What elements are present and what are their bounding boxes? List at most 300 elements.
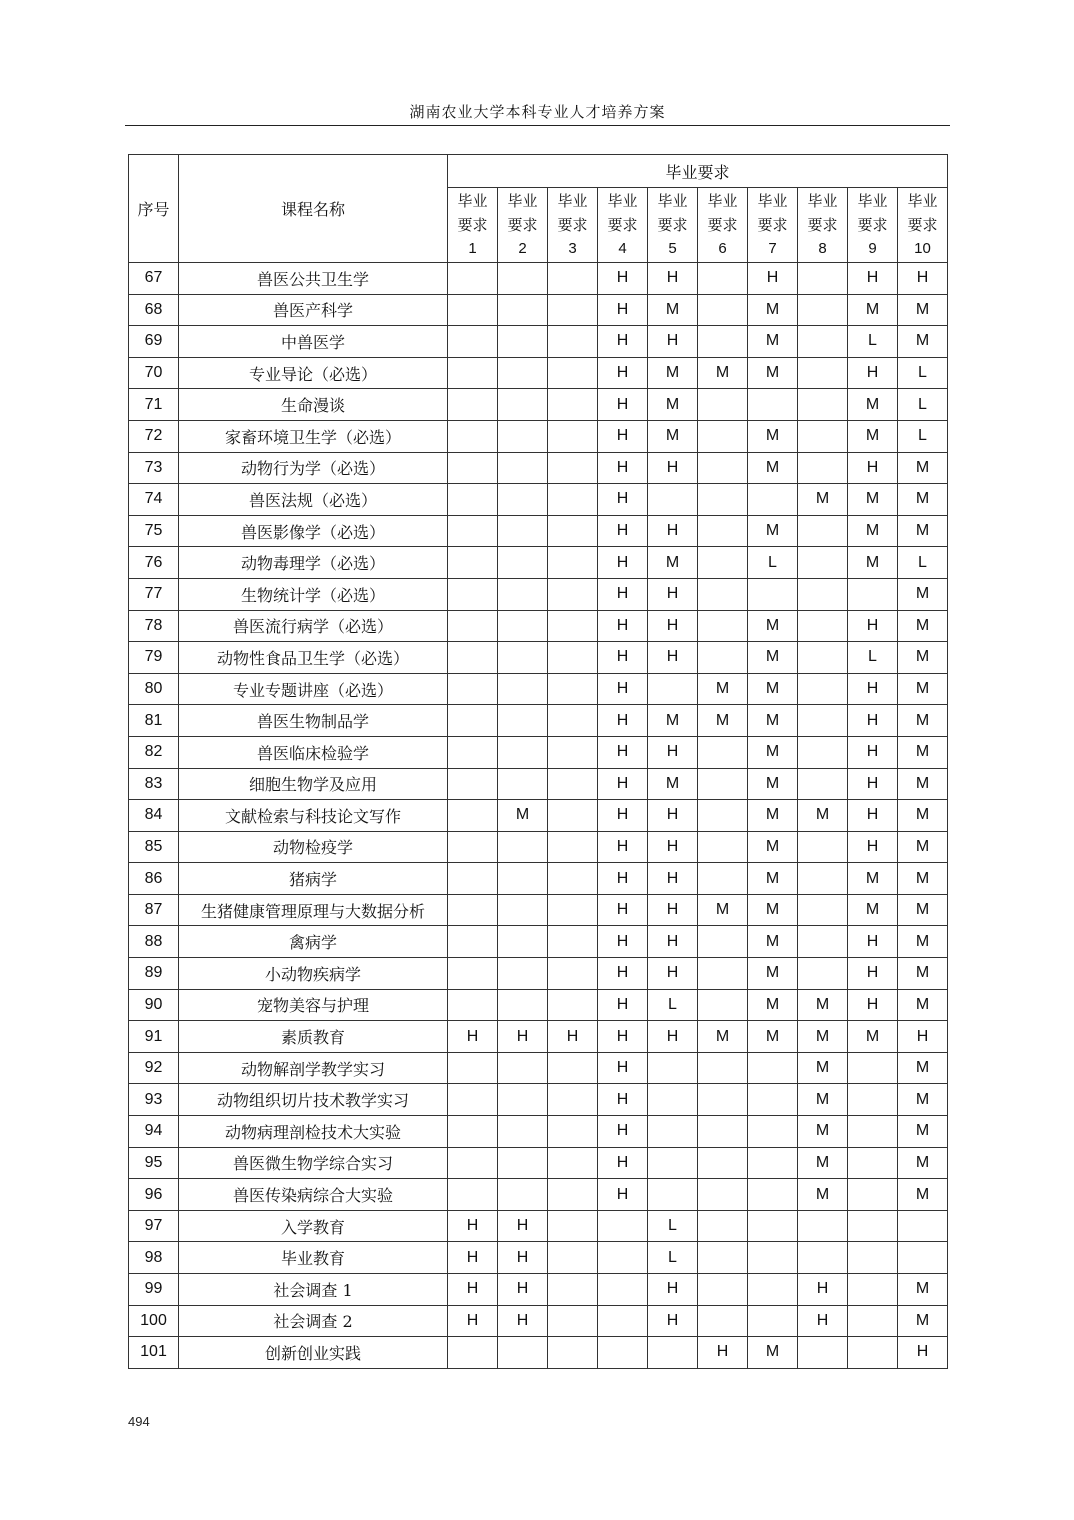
requirement-level-4: H [598, 673, 648, 705]
requirement-level-6 [698, 926, 748, 958]
requirement-level-2: H [498, 1305, 548, 1337]
requirement-level-9: M [848, 894, 898, 926]
table-row [129, 515, 948, 547]
requirement-level-7 [748, 1210, 798, 1242]
header-graduation-requirements: 毕业要求 [448, 155, 948, 188]
header-requirement-num: 4 [618, 240, 627, 257]
requirement-level-4 [598, 1242, 648, 1274]
requirement-level-9 [848, 1337, 898, 1369]
header-requirement-line2: 要求 [807, 216, 838, 234]
requirement-level-2 [498, 547, 548, 579]
table-row [129, 1052, 948, 1084]
requirement-level-4 [598, 1274, 648, 1306]
requirement-level-10: L [898, 420, 948, 452]
requirement-level-7: M [748, 515, 798, 547]
row-seq: 75 [129, 515, 179, 547]
requirement-level-8 [798, 768, 848, 800]
row-seq: 68 [129, 294, 179, 326]
requirement-level-2 [498, 1084, 548, 1116]
requirement-level-9: H [848, 831, 898, 863]
table-row [129, 610, 948, 642]
table-row [129, 420, 948, 452]
requirement-level-10 [898, 1242, 948, 1274]
requirement-level-6 [698, 610, 748, 642]
requirement-level-7: M [748, 610, 798, 642]
course-name: 中兽医学 [179, 326, 448, 358]
header-requirement-5 [648, 188, 698, 263]
requirement-level-6 [698, 547, 748, 579]
requirement-level-7 [748, 1084, 798, 1116]
row-seq: 101 [129, 1337, 179, 1369]
requirement-level-10: M [898, 484, 948, 516]
requirement-level-9: H [848, 989, 898, 1021]
requirement-level-4: H [598, 1116, 648, 1148]
row-seq: 100 [129, 1305, 179, 1337]
header-requirement-line1: 毕业 [657, 192, 688, 210]
row-seq: 84 [129, 800, 179, 832]
header-requirement-8 [798, 188, 848, 263]
requirement-level-3 [548, 1210, 598, 1242]
requirement-level-9 [848, 1305, 898, 1337]
requirement-level-9 [848, 1242, 898, 1274]
requirement-level-9 [848, 1179, 898, 1211]
requirement-level-1: H [448, 1274, 498, 1306]
requirement-level-4: H [598, 326, 648, 358]
requirement-level-2 [498, 484, 548, 516]
requirement-level-8: M [798, 1084, 848, 1116]
requirement-level-5 [648, 673, 698, 705]
requirement-level-2 [498, 610, 548, 642]
requirement-level-6 [698, 1242, 748, 1274]
row-seq: 69 [129, 326, 179, 358]
requirement-level-3 [548, 610, 598, 642]
requirement-level-9 [848, 1116, 898, 1148]
course-name: 家畜环境卫生学（必选） [179, 420, 448, 452]
requirement-level-5: M [648, 389, 698, 421]
requirement-level-7: M [748, 642, 798, 674]
requirement-level-8: M [798, 1147, 848, 1179]
page-number: 494 [128, 1414, 150, 1429]
row-seq: 70 [129, 357, 179, 389]
course-name: 生物统计学（必选） [179, 578, 448, 610]
requirement-level-2 [498, 515, 548, 547]
requirement-level-4 [598, 1305, 648, 1337]
requirement-level-8 [798, 958, 848, 990]
requirement-level-6: M [698, 894, 748, 926]
requirement-level-1 [448, 926, 498, 958]
requirement-level-8 [798, 515, 848, 547]
requirement-level-8: M [798, 1021, 848, 1053]
requirement-level-7: M [748, 1337, 798, 1369]
table-row [129, 389, 948, 421]
requirement-level-8 [798, 863, 848, 895]
header-requirement-line1: 毕业 [707, 192, 738, 210]
requirement-level-9: M [848, 294, 898, 326]
course-name: 兽医产科学 [179, 294, 448, 326]
requirement-level-6: M [698, 673, 748, 705]
requirement-level-7: M [748, 768, 798, 800]
table-row [129, 736, 948, 768]
requirement-level-6 [698, 1084, 748, 1116]
requirement-level-6 [698, 863, 748, 895]
requirement-level-5: L [648, 1210, 698, 1242]
requirement-level-5: M [648, 294, 698, 326]
requirement-level-8 [798, 831, 848, 863]
requirement-level-1 [448, 1116, 498, 1148]
requirement-level-7 [748, 389, 798, 421]
table-row [129, 1084, 948, 1116]
requirement-level-7: M [748, 357, 798, 389]
requirement-level-2 [498, 958, 548, 990]
table-row [129, 1116, 948, 1148]
requirement-level-1 [448, 1052, 498, 1084]
requirement-level-8: M [798, 484, 848, 516]
requirement-level-7: M [748, 989, 798, 1021]
requirement-level-10: L [898, 389, 948, 421]
requirement-level-5: H [648, 1021, 698, 1053]
row-seq: 78 [129, 610, 179, 642]
requirement-level-2 [498, 263, 548, 295]
requirement-level-1 [448, 1147, 498, 1179]
table-row [129, 958, 948, 990]
requirement-level-5: M [648, 420, 698, 452]
requirement-level-3 [548, 831, 598, 863]
course-name: 素质教育 [179, 1021, 448, 1053]
table-row [129, 1337, 948, 1369]
row-seq: 88 [129, 926, 179, 958]
requirement-level-3 [548, 768, 598, 800]
requirement-level-9: H [848, 736, 898, 768]
header-requirement-num: 7 [768, 240, 777, 257]
requirement-level-2 [498, 705, 548, 737]
header-requirement-line2: 要求 [657, 216, 688, 234]
table-row [129, 1305, 948, 1337]
requirement-level-1 [448, 642, 498, 674]
requirement-level-3 [548, 1084, 598, 1116]
requirement-level-9 [848, 578, 898, 610]
requirement-level-3 [548, 1052, 598, 1084]
requirement-level-7: M [748, 926, 798, 958]
requirement-level-4: H [598, 294, 648, 326]
requirement-level-7 [748, 1305, 798, 1337]
row-seq: 89 [129, 958, 179, 990]
requirement-level-8: M [798, 1179, 848, 1211]
row-seq: 77 [129, 578, 179, 610]
table-row [129, 642, 948, 674]
header-requirement-line2: 要求 [757, 216, 788, 234]
requirement-level-5 [648, 1116, 698, 1148]
course-name: 创新创业实践 [179, 1337, 448, 1369]
requirement-level-2 [498, 894, 548, 926]
requirement-level-9: H [848, 800, 898, 832]
header-requirement-line1: 毕业 [607, 192, 638, 210]
requirement-level-1 [448, 1084, 498, 1116]
requirement-level-3 [548, 357, 598, 389]
course-name: 兽医传染病综合大实验 [179, 1179, 448, 1211]
requirement-level-5: H [648, 326, 698, 358]
table-row [129, 484, 948, 516]
requirement-level-10: M [898, 736, 948, 768]
requirement-level-5 [648, 1084, 698, 1116]
requirement-level-3 [548, 294, 598, 326]
requirement-level-6 [698, 263, 748, 295]
requirement-level-8 [798, 294, 848, 326]
requirement-level-8: H [798, 1305, 848, 1337]
requirement-level-8 [798, 1242, 848, 1274]
requirement-level-6 [698, 1116, 748, 1148]
requirement-level-1 [448, 800, 498, 832]
requirement-level-3 [548, 547, 598, 579]
requirement-level-10: M [898, 326, 948, 358]
requirement-level-3 [548, 452, 598, 484]
course-name: 兽医微生物学综合实习 [179, 1147, 448, 1179]
requirement-level-1 [448, 420, 498, 452]
header-requirement-line2: 要求 [607, 216, 638, 234]
table-row [129, 357, 948, 389]
requirement-level-7 [748, 1179, 798, 1211]
requirement-level-4: H [598, 736, 648, 768]
header-requirement-line2: 要求 [857, 216, 888, 234]
requirement-level-7: M [748, 736, 798, 768]
requirement-level-3 [548, 578, 598, 610]
header-requirement-line1: 毕业 [757, 192, 788, 210]
requirement-level-7: M [748, 705, 798, 737]
requirement-level-2: H [498, 1274, 548, 1306]
header-requirement-line2: 要求 [907, 216, 938, 234]
requirement-level-4 [598, 1337, 648, 1369]
requirement-level-5: H [648, 515, 698, 547]
requirement-level-10: H [898, 1021, 948, 1053]
requirement-level-8 [798, 736, 848, 768]
requirement-level-6 [698, 452, 748, 484]
requirement-level-9: L [848, 642, 898, 674]
header-requirement-1 [448, 188, 498, 263]
requirement-level-7 [748, 484, 798, 516]
requirement-level-1 [448, 736, 498, 768]
course-name: 文献检索与科技论文写作 [179, 800, 448, 832]
requirement-level-6 [698, 578, 748, 610]
requirement-level-1 [448, 547, 498, 579]
table-row [129, 894, 948, 926]
requirement-level-1 [448, 673, 498, 705]
requirement-level-5: H [648, 926, 698, 958]
requirement-level-5 [648, 1337, 698, 1369]
requirement-level-8 [798, 1337, 848, 1369]
requirement-level-2 [498, 768, 548, 800]
requirement-level-10: M [898, 294, 948, 326]
requirement-level-1: H [448, 1021, 498, 1053]
requirement-level-8: H [798, 1274, 848, 1306]
course-name: 小动物疾病学 [179, 958, 448, 990]
requirement-level-7: M [748, 894, 798, 926]
requirement-level-2: M [498, 800, 548, 832]
requirement-level-7 [748, 578, 798, 610]
requirement-level-10: M [898, 452, 948, 484]
requirement-level-2 [498, 673, 548, 705]
requirement-level-8 [798, 420, 848, 452]
graduation-requirements-table [128, 154, 948, 1369]
requirement-level-9: H [848, 768, 898, 800]
requirement-level-8 [798, 705, 848, 737]
requirement-level-4: H [598, 452, 648, 484]
header-requirement-line2: 要求 [557, 216, 588, 234]
requirement-level-4: H [598, 926, 648, 958]
requirement-level-10: M [898, 1147, 948, 1179]
requirement-level-9 [848, 1274, 898, 1306]
requirement-level-4: H [598, 1084, 648, 1116]
requirement-level-2 [498, 1052, 548, 1084]
requirement-level-4: H [598, 1147, 648, 1179]
header-seq: 序号 [129, 155, 179, 263]
requirement-level-8 [798, 263, 848, 295]
course-name: 动物行为学（必选） [179, 452, 448, 484]
row-seq: 82 [129, 736, 179, 768]
requirement-level-2 [498, 1337, 548, 1369]
table-row [129, 1242, 948, 1274]
table-row [129, 452, 948, 484]
requirement-level-3 [548, 863, 598, 895]
requirement-level-9: M [848, 547, 898, 579]
requirement-level-1 [448, 705, 498, 737]
requirement-level-10: L [898, 547, 948, 579]
course-name: 专业专题讲座（必选） [179, 673, 448, 705]
requirement-level-4: H [598, 1179, 648, 1211]
header-requirement-9 [848, 188, 898, 263]
requirement-level-3 [548, 736, 598, 768]
requirement-level-7 [748, 1274, 798, 1306]
requirement-level-3 [548, 484, 598, 516]
requirement-level-5 [648, 1052, 698, 1084]
row-seq: 94 [129, 1116, 179, 1148]
requirement-level-3 [548, 1305, 598, 1337]
requirement-level-2 [498, 736, 548, 768]
requirement-level-5: H [648, 1274, 698, 1306]
requirement-level-7: M [748, 420, 798, 452]
header-requirement-line1: 毕业 [857, 192, 888, 210]
requirement-level-6 [698, 389, 748, 421]
table-row [129, 831, 948, 863]
course-name: 猪病学 [179, 863, 448, 895]
course-name: 兽医流行病学（必选） [179, 610, 448, 642]
requirement-level-5: H [648, 642, 698, 674]
header-requirement-num: 5 [668, 240, 677, 257]
requirement-level-10: M [898, 705, 948, 737]
header-requirement-line2: 要求 [707, 216, 738, 234]
requirement-level-5 [648, 1147, 698, 1179]
table-row [129, 863, 948, 895]
requirement-level-1 [448, 294, 498, 326]
requirement-level-5: H [648, 894, 698, 926]
requirement-level-7: M [748, 326, 798, 358]
requirement-level-5: H [648, 578, 698, 610]
requirement-level-5: H [648, 1305, 698, 1337]
requirement-level-3 [548, 515, 598, 547]
row-seq: 71 [129, 389, 179, 421]
requirement-level-9: M [848, 389, 898, 421]
requirement-level-2: H [498, 1021, 548, 1053]
header-requirement-line1: 毕业 [507, 192, 538, 210]
requirement-level-7: M [748, 294, 798, 326]
requirement-level-3 [548, 958, 598, 990]
requirement-level-9: M [848, 484, 898, 516]
requirement-level-6 [698, 420, 748, 452]
requirement-level-1 [448, 610, 498, 642]
course-name: 兽医影像学（必选） [179, 515, 448, 547]
requirement-level-4: H [598, 831, 648, 863]
header-requirement-line1: 毕业 [807, 192, 838, 210]
requirement-level-7: M [748, 958, 798, 990]
row-seq: 91 [129, 1021, 179, 1053]
requirement-level-1 [448, 989, 498, 1021]
requirement-level-8: M [798, 1052, 848, 1084]
requirement-level-6 [698, 768, 748, 800]
requirement-level-10 [898, 1210, 948, 1242]
requirement-level-10: M [898, 1179, 948, 1211]
requirement-level-1 [448, 578, 498, 610]
requirement-level-6 [698, 989, 748, 1021]
header-requirement-line1: 毕业 [557, 192, 588, 210]
requirement-level-6: M [698, 705, 748, 737]
requirement-level-9: H [848, 452, 898, 484]
requirement-level-6: M [698, 1021, 748, 1053]
requirement-level-3 [548, 1147, 598, 1179]
requirement-level-6 [698, 800, 748, 832]
requirement-level-7: M [748, 800, 798, 832]
requirement-level-9: H [848, 610, 898, 642]
header-requirement-num: 8 [818, 240, 827, 257]
requirement-level-10: L [898, 357, 948, 389]
header-requirement-6 [698, 188, 748, 263]
requirement-level-6 [698, 515, 748, 547]
requirement-level-3 [548, 326, 598, 358]
course-name: 社会调查 2 [179, 1305, 448, 1337]
course-name: 动物毒理学（必选） [179, 547, 448, 579]
course-name: 动物病理剖检技术大实验 [179, 1116, 448, 1148]
course-name: 兽医生物制品学 [179, 705, 448, 737]
table-row [129, 1274, 948, 1306]
requirement-level-2 [498, 420, 548, 452]
requirement-level-1 [448, 1337, 498, 1369]
row-seq: 98 [129, 1242, 179, 1274]
course-name: 细胞生物学及应用 [179, 768, 448, 800]
table-row [129, 1179, 948, 1211]
course-name: 动物解剖学教学实习 [179, 1052, 448, 1084]
row-seq: 99 [129, 1274, 179, 1306]
requirement-level-10: M [898, 768, 948, 800]
header-requirement-line2: 要求 [457, 216, 488, 234]
requirement-level-1 [448, 863, 498, 895]
requirement-level-8 [798, 389, 848, 421]
row-seq: 86 [129, 863, 179, 895]
header-course-name: 课程名称 [179, 155, 448, 263]
requirement-level-10: M [898, 515, 948, 547]
requirement-level-1 [448, 263, 498, 295]
requirement-level-6 [698, 326, 748, 358]
requirement-level-10: M [898, 1052, 948, 1084]
course-name: 生命漫谈 [179, 389, 448, 421]
course-name: 宠物美容与护理 [179, 989, 448, 1021]
requirement-level-4: H [598, 989, 648, 1021]
table-row [129, 263, 948, 295]
requirement-level-10: H [898, 1337, 948, 1369]
requirement-level-2 [498, 294, 548, 326]
requirement-level-10: M [898, 1116, 948, 1148]
requirement-level-5: H [648, 958, 698, 990]
requirement-level-8 [798, 357, 848, 389]
requirement-level-9: H [848, 926, 898, 958]
course-name: 专业导论（必选） [179, 357, 448, 389]
requirement-level-5 [648, 1179, 698, 1211]
